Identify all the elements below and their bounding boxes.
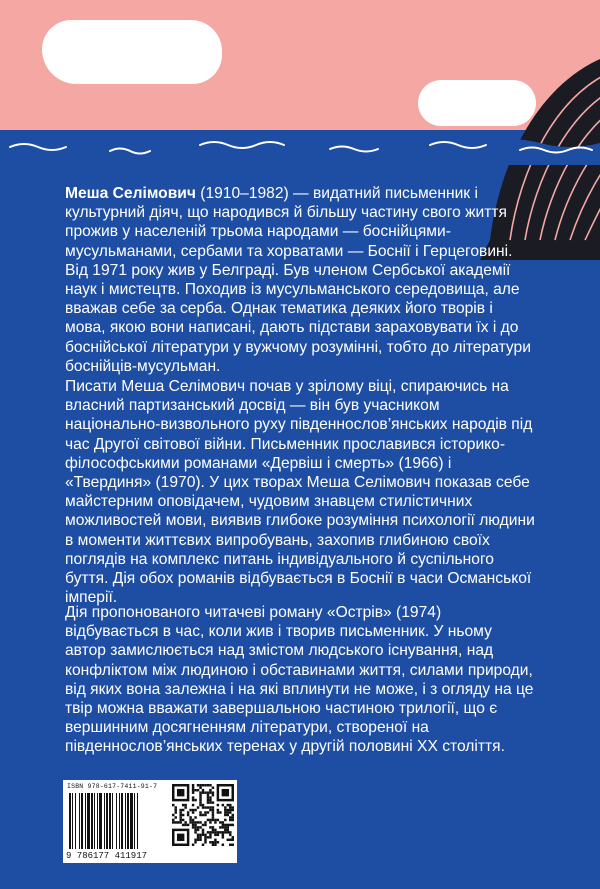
isbn-barcode bbox=[63, 780, 167, 863]
novel-description-text: Дія пропонованого читачеві роману «Острів» (1974) відбувається в час, коли жив і творив письменник. У ньому автор замислюється над змістом людського існування, над конфліктом між людиною і обставинами життя, силами природи, від яких вона залежна і на які вплинути не може, і з огляду на це твір можна вважати завершальною частиною трилогії, що є вершинним досягненням літератури, створеної на південнослов’янських теренах у другій половині XX століття. bbox=[65, 604, 534, 756]
qr-code-icon bbox=[172, 784, 234, 846]
novel-description-paragraph bbox=[65, 603, 535, 757]
author-bio-paragraph bbox=[65, 184, 535, 376]
barcode-icon bbox=[69, 793, 161, 849]
barcode-digits: 9 786177 411917 bbox=[66, 851, 148, 861]
cloud-left bbox=[42, 20, 222, 84]
qr-code bbox=[167, 780, 237, 863]
isbn-label: ISBN 978-617-7411-91-7 bbox=[67, 783, 158, 790]
author-name: Меша Селімович bbox=[65, 185, 196, 202]
sea-waves bbox=[0, 125, 600, 165]
career-text: Писати Меша Селімович почав у зрілому віці, спираючись на власний партизанський досвід — він був учасником національно-визвольного руху південнослов’янських народів під час Другої світової війни. Письменник прославився історико-філософськими романами «Дервіш і смерть» (1966) і «Твердиня» (1970). У цих творах Меша Селімович показав себе майстерним оповідачем, чудовим знавцем стилістичних можливостей мови, виявив глибоке розуміння психології людини в моменти життєвих випробувань, захопив глибиною своїх поглядів на комплекс питань індивідуального й суспільного буття. Дія обох романів відбувається в Боснії в часи Османської імперії. bbox=[65, 378, 535, 607]
author-bio-text: (1910–1982) — видатний письменник і культурний діяч, що народився й більшу частину свого життя прожив у населеній трьома народами — боснійцями-мусульманами, сербами та хорватами — Боснії і Герцеговині. Від 1971 року жив у Белграді. Був членом Сербської академії наук і мистецтв. Походив із мусульманського середовища, але вважав себе за серба. Однак тематика деяких його творів і мова, якою вони написані, дають підстави зараховувати їх і до боснійської літератури у вужчому розумінні, тобто до літератури боснійців-мусульман. bbox=[65, 185, 531, 375]
career-paragraph bbox=[65, 377, 535, 607]
